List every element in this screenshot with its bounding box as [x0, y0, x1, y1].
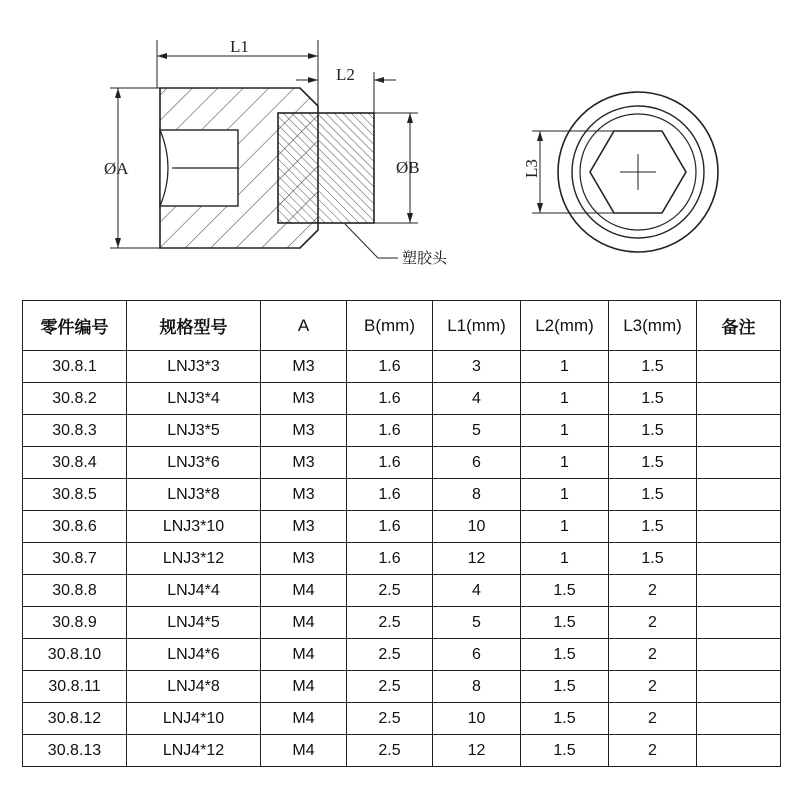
remarks-cell	[697, 671, 781, 703]
remarks-cell	[697, 735, 781, 767]
l2-cell: 1	[521, 447, 609, 479]
remarks-cell	[697, 351, 781, 383]
header-l3: L3(mm)	[609, 301, 697, 351]
table-row	[23, 351, 781, 383]
table-row	[23, 383, 781, 415]
remarks-cell	[697, 607, 781, 639]
a-cell: M4	[261, 607, 347, 639]
l2-cell: 1.5	[521, 703, 609, 735]
remarks-cell	[697, 383, 781, 415]
remarks-cell	[697, 511, 781, 543]
table-body	[23, 351, 781, 767]
header-l2: L2(mm)	[521, 301, 609, 351]
b-cell: 2.5	[347, 575, 433, 607]
l2-cell: 1	[521, 351, 609, 383]
part-no-cell: 30.8.5	[23, 479, 127, 511]
l1-cell: 4	[433, 383, 521, 415]
part-no-cell: 30.8.4	[23, 447, 127, 479]
l1-cell: 10	[433, 511, 521, 543]
l2-cell: 1.5	[521, 575, 609, 607]
table-row	[23, 671, 781, 703]
l3-cell: 2	[609, 735, 697, 767]
part-no-cell: 30.8.1	[23, 351, 127, 383]
header-model: 规格型号	[127, 301, 261, 351]
l2-cell: 1.5	[521, 671, 609, 703]
plastic-tip-callout: 塑胶头	[402, 249, 448, 267]
l3-cell: 1.5	[609, 415, 697, 447]
l2-cell: 1	[521, 383, 609, 415]
a-cell: M4	[261, 703, 347, 735]
table-header-row	[23, 301, 781, 351]
model-cell: LNJ3*5	[127, 415, 261, 447]
l2-cell: 1	[521, 415, 609, 447]
part-no-cell: 30.8.7	[23, 543, 127, 575]
l3-cell: 2	[609, 671, 697, 703]
part-no-cell: 30.8.10	[23, 639, 127, 671]
model-cell: LNJ4*12	[127, 735, 261, 767]
remarks-cell	[697, 703, 781, 735]
table-row	[23, 447, 781, 479]
l1-cell: 10	[433, 703, 521, 735]
part-no-cell: 30.8.3	[23, 415, 127, 447]
a-cell: M3	[261, 479, 347, 511]
a-cell: M3	[261, 415, 347, 447]
table-row	[23, 479, 781, 511]
dim-l3-label: L3	[522, 159, 541, 178]
l3-cell: 2	[609, 639, 697, 671]
a-cell: M3	[261, 383, 347, 415]
remarks-cell	[697, 639, 781, 671]
b-cell: 1.6	[347, 447, 433, 479]
header-part-no: 零件编号	[23, 301, 127, 351]
model-cell: LNJ3*10	[127, 511, 261, 543]
dim-l1-label: L1	[230, 37, 249, 56]
a-cell: M4	[261, 671, 347, 703]
a-cell: M4	[261, 575, 347, 607]
table-row	[23, 543, 781, 575]
l1-cell: 12	[433, 735, 521, 767]
model-cell: LNJ3*12	[127, 543, 261, 575]
l3-cell: 2	[609, 575, 697, 607]
b-cell: 1.6	[347, 479, 433, 511]
l1-cell: 4	[433, 575, 521, 607]
a-cell: M4	[261, 639, 347, 671]
table-row	[23, 703, 781, 735]
l1-cell: 6	[433, 639, 521, 671]
b-cell: 2.5	[347, 639, 433, 671]
model-cell: LNJ4*8	[127, 671, 261, 703]
b-cell: 1.6	[347, 511, 433, 543]
table-row	[23, 511, 781, 543]
model-cell: LNJ4*4	[127, 575, 261, 607]
l1-cell: 8	[433, 671, 521, 703]
l1-cell: 6	[433, 447, 521, 479]
table-row	[23, 607, 781, 639]
plastic-tip-section	[278, 113, 374, 223]
l3-cell: 1.5	[609, 383, 697, 415]
l3-cell: 1.5	[609, 447, 697, 479]
part-no-cell: 30.8.11	[23, 671, 127, 703]
header-remarks: 备注	[697, 301, 781, 351]
a-cell: M3	[261, 447, 347, 479]
remarks-cell	[697, 415, 781, 447]
model-cell: LNJ3*3	[127, 351, 261, 383]
l1-cell: 5	[433, 607, 521, 639]
l3-cell: 1.5	[609, 511, 697, 543]
l3-cell: 2	[609, 703, 697, 735]
part-no-cell: 30.8.8	[23, 575, 127, 607]
l1-cell: 3	[433, 351, 521, 383]
l2-cell: 1	[521, 479, 609, 511]
b-cell: 1.6	[347, 543, 433, 575]
b-cell: 2.5	[347, 671, 433, 703]
remarks-cell	[697, 447, 781, 479]
a-cell: M3	[261, 511, 347, 543]
b-cell: 2.5	[347, 607, 433, 639]
l2-cell: 1.5	[521, 735, 609, 767]
remarks-cell	[697, 543, 781, 575]
model-cell: LNJ3*6	[127, 447, 261, 479]
model-cell: LNJ4*10	[127, 703, 261, 735]
header-b: B(mm)	[347, 301, 433, 351]
remarks-cell	[697, 479, 781, 511]
table-row	[23, 735, 781, 767]
b-cell: 2.5	[347, 735, 433, 767]
header-l1: L1(mm)	[433, 301, 521, 351]
l3-cell: 1.5	[609, 479, 697, 511]
b-cell: 1.6	[347, 351, 433, 383]
b-cell: 1.6	[347, 415, 433, 447]
model-cell: LNJ4*6	[127, 639, 261, 671]
model-cell: LNJ4*5	[127, 607, 261, 639]
model-cell: LNJ3*8	[127, 479, 261, 511]
part-no-cell: 30.8.2	[23, 383, 127, 415]
l2-cell: 1	[521, 511, 609, 543]
table-row	[23, 639, 781, 671]
table-row	[23, 415, 781, 447]
technical-drawing	[0, 0, 800, 300]
spec-table	[22, 300, 781, 767]
l1-cell: 5	[433, 415, 521, 447]
table-row	[23, 575, 781, 607]
part-no-cell: 30.8.12	[23, 703, 127, 735]
side-section-view	[104, 37, 448, 267]
remarks-cell	[697, 575, 781, 607]
a-cell: M3	[261, 543, 347, 575]
a-cell: M3	[261, 351, 347, 383]
part-no-cell: 30.8.13	[23, 735, 127, 767]
a-cell: M4	[261, 735, 347, 767]
l1-cell: 8	[433, 479, 521, 511]
l2-cell: 1	[521, 543, 609, 575]
dim-l2-label: L2	[336, 65, 355, 84]
l3-cell: 1.5	[609, 543, 697, 575]
dim-a-label: ØA	[104, 159, 129, 178]
b-cell: 1.6	[347, 383, 433, 415]
model-cell: LNJ3*4	[127, 383, 261, 415]
b-cell: 2.5	[347, 703, 433, 735]
header-a: A	[261, 301, 347, 351]
l3-cell: 1.5	[609, 351, 697, 383]
l2-cell: 1.5	[521, 639, 609, 671]
l3-cell: 2	[609, 607, 697, 639]
part-no-cell: 30.8.6	[23, 511, 127, 543]
l1-cell: 12	[433, 543, 521, 575]
l2-cell: 1.5	[521, 607, 609, 639]
part-no-cell: 30.8.9	[23, 607, 127, 639]
end-view	[522, 92, 718, 252]
dim-b-label: ØB	[396, 158, 420, 177]
